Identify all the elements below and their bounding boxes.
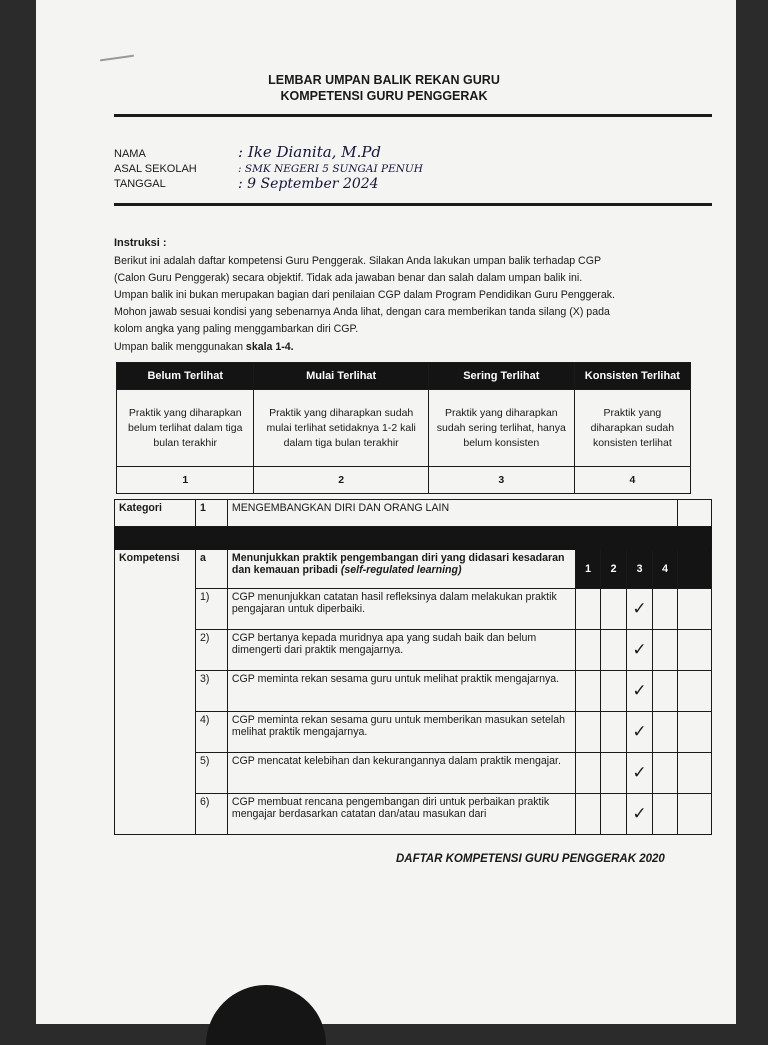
score-cell-4[interactable] (653, 794, 678, 835)
check-icon: ✓ (632, 599, 647, 619)
kompetensi-text (227, 550, 575, 589)
check-icon: ✓ (632, 681, 647, 701)
competency-item-row (115, 753, 712, 794)
scale-description: Praktik yang diharapkan sudah sering terlihat, hanya belum konsisten (428, 390, 574, 467)
competency-item-row (115, 712, 712, 753)
tanggal-label: TANGGAL (114, 178, 166, 190)
empty-cell (678, 671, 712, 712)
check-icon: ✓ (632, 763, 647, 783)
empty-cell (678, 753, 712, 794)
tanggal-value: : 9 September 2024 (238, 176, 379, 192)
score-cell-4[interactable] (653, 753, 678, 794)
scale-header: Konsisten Terlihat (574, 363, 690, 390)
score-cell-4[interactable] (653, 712, 678, 753)
form-title: LEMBAR UMPAN BALIK REKAN GURU (268, 73, 500, 87)
kompetensi-desc: Menunjukkan praktik pengembangan diri yang didasari kesadaran dan kemauan pribadi (231, 552, 565, 576)
scale-header: Belum Terlihat (117, 363, 254, 390)
competency-item-row (115, 630, 712, 671)
nama-label: NAMA (114, 148, 146, 160)
item-text: CGP bertanya kepada muridnya apa yang sudah baik dan belum dimengerti dari praktik mengajarnya. (227, 630, 575, 671)
score-cell-2[interactable] (601, 671, 627, 712)
instructions-line: (Calon Guru Penggerak) secara objektif. Tidak ada jawaban benar dan salah dalam umpan balik ini. (114, 272, 583, 284)
item-number: 2) (195, 630, 227, 671)
score-cell-2[interactable] (601, 753, 627, 794)
instructions-heading: Instruksi : (114, 237, 167, 249)
kategori-title: MENGEMBANGKAN DIRI DAN ORANG LAIN (227, 500, 677, 527)
score-cell-4[interactable] (653, 630, 678, 671)
competency-table (114, 499, 712, 835)
scale-number: 1 (117, 467, 254, 494)
score-cell-2[interactable] (601, 589, 627, 630)
scale-number: 3 (428, 467, 574, 494)
score-cell-4[interactable] (653, 589, 678, 630)
score-header: 4 (653, 550, 678, 589)
score-cell-2[interactable] (601, 794, 627, 835)
check-icon: ✓ (632, 640, 647, 660)
item-text: CGP meminta rekan sesama guru untuk memberikan masukan setelah melihat praktik mengajarnya. (227, 712, 575, 753)
score-cell-2[interactable] (601, 630, 627, 671)
nama-value: : Ike Dianita, M.Pd (238, 143, 382, 161)
item-number: 1) (195, 589, 227, 630)
scale-table (116, 362, 691, 494)
instructions-text (114, 253, 674, 338)
instructions-line: Mohon jawab sesuai kondisi yang sebenarnya Anda lihat, dengan cara memberikan tanda silang (X) pada (114, 306, 610, 318)
empty-cell (678, 589, 712, 630)
sekolah-label: ASAL SEKOLAH (114, 163, 197, 175)
kategori-label: Kategori (115, 500, 196, 527)
instructions-line: Berikut ini adalah daftar kompetensi Guru Penggerak. Silakan Anda lakukan umpan balik terhadap CGP (114, 255, 602, 267)
scale-description: Praktik yang diharapkan sudah konsisten terlihat (574, 390, 690, 467)
dark-band (115, 527, 712, 550)
score-header: 2 (601, 550, 627, 589)
competency-item-row (115, 794, 712, 835)
scale-number: 4 (574, 467, 690, 494)
kompetensi-label: Kompetensi (115, 550, 196, 835)
check-icon: ✓ (632, 804, 647, 824)
empty-cell (678, 630, 712, 671)
empty-cell (678, 794, 712, 835)
competency-item-row (115, 671, 712, 712)
divider-top (114, 114, 712, 117)
item-number: 6) (195, 794, 227, 835)
score-cell-3[interactable] (627, 794, 653, 835)
scale-header: Sering Terlihat (428, 363, 574, 390)
kompetensi-italic: (self-regulated learning) (340, 564, 462, 576)
item-text: CGP mencatat kelebihan dan kekurangannya dalam praktik mengajar. (227, 753, 575, 794)
item-text: CGP membuat rencana pengembangan diri untuk perbaikan praktik mengajar berdasarkan catatan dan/atau masukan dari (227, 794, 575, 835)
empty-cell (678, 500, 712, 527)
score-cell-3[interactable] (627, 630, 653, 671)
item-number: 4) (195, 712, 227, 753)
item-text: CGP meminta rekan sesama guru untuk melihat praktik mengajarnya. (227, 671, 575, 712)
instructions-line: kolom angka yang paling menggambarkan diri CGP. (114, 323, 359, 335)
kategori-number: 1 (195, 500, 227, 527)
item-number: 5) (195, 753, 227, 794)
score-cell-1[interactable] (576, 794, 601, 835)
scale-number: 2 (254, 467, 428, 494)
score-cell-3[interactable] (627, 712, 653, 753)
score-cell-3[interactable] (627, 753, 653, 794)
instructions-line: Umpan balik ini bukan merupakan bagian dari penilaian CGP dalam Program Pendidikan Guru Penggerak. (114, 289, 615, 301)
scale-note-text: Umpan balik menggunakan (114, 341, 246, 353)
score-cell-2[interactable] (601, 712, 627, 753)
kompetensi-letter: a (195, 550, 227, 589)
sekolah-value: : SMK NEGERI 5 SUNGAI PENUH (238, 163, 423, 175)
score-cell-1[interactable] (576, 753, 601, 794)
score-cell-1[interactable] (576, 671, 601, 712)
item-text: CGP menunjukkan catatan hasil refleksinya dalam melakukan praktik pengajaran untuk diperbaiki. (227, 589, 575, 630)
competency-item-row (115, 589, 712, 630)
score-header: 1 (576, 550, 601, 589)
score-cell-1[interactable] (576, 630, 601, 671)
score-cell-3[interactable] (627, 589, 653, 630)
scale-description: Praktik yang diharapkan belum terlihat dalam tiga bulan terakhir (117, 390, 254, 467)
footer-text: DAFTAR KOMPETENSI GURU PENGGERAK 2020 (396, 853, 665, 865)
scale-note (114, 341, 294, 353)
scale-header: Mulai Terlihat (254, 363, 428, 390)
score-header-spacer (678, 550, 712, 589)
score-cell-4[interactable] (653, 671, 678, 712)
divider-bottom (114, 203, 712, 206)
item-number: 3) (195, 671, 227, 712)
score-cell-1[interactable] (576, 589, 601, 630)
form-subtitle: KOMPETENSI GURU PENGGERAK (280, 89, 488, 103)
empty-cell (678, 712, 712, 753)
check-icon: ✓ (632, 722, 647, 742)
score-cell-1[interactable] (576, 712, 601, 753)
score-header: 3 (627, 550, 653, 589)
score-cell-3[interactable] (627, 671, 653, 712)
scale-note-bold: skala 1-4. (245, 341, 294, 353)
scale-description: Praktik yang diharapkan sudah mulai terlihat setidaknya 1-2 kali dalam tiga bulan terakhir (254, 390, 428, 467)
